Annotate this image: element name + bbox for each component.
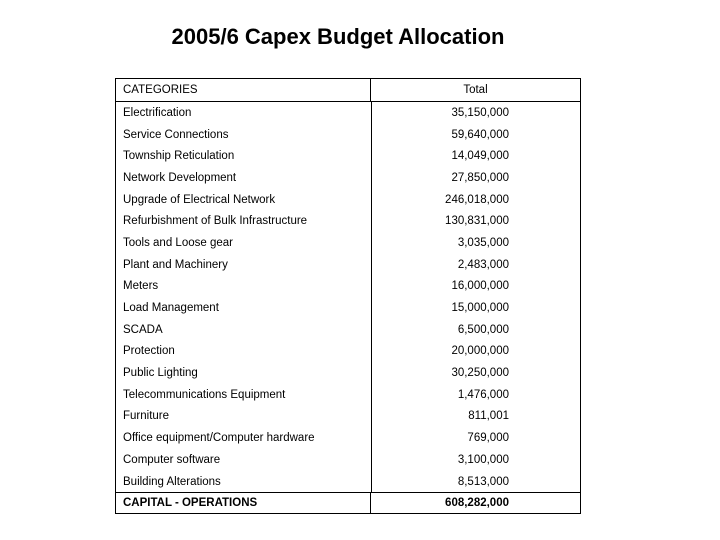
category-cell: Telecommunications Equipment [123,388,286,401]
table-row [116,210,580,232]
table-row [116,341,580,363]
table-row [116,362,580,384]
total-cell: 130,831,000 [445,215,509,228]
category-cell: Computer software [123,453,221,466]
table-row [116,189,580,211]
category-cell: Office equipment/Computer hardware [123,432,315,445]
category-cell: Network Development [123,171,237,184]
total-label: CAPITAL - OPERATIONS [116,493,371,513]
table-row [116,319,580,341]
total-cell: 3,100,000 [457,453,509,466]
category-cell: Meters [123,280,159,293]
total-cell: 811,001 [468,410,509,423]
total-cell: 27,850,000 [451,171,509,184]
table-row [116,276,580,298]
table-body [116,102,580,492]
category-cell: Protection [123,345,175,358]
category-cell: Township Reticulation [123,150,235,163]
table-row [116,232,580,254]
category-cell: Service Connections [123,128,229,141]
category-cell: Building Alterations [123,475,221,488]
total-cell: 59,640,000 [451,128,509,141]
page-title: 2005/6 Capex Budget Allocation [171,24,505,49]
category-cell: Plant and Machinery [123,258,228,271]
total-cell: 8,513,000 [457,475,509,488]
total-cell: 769,000 [467,432,509,445]
table-row [116,406,580,428]
category-cell: Refurbishment of Bulk Infrastructure [123,215,308,228]
total-cell: 2,483,000 [457,258,509,271]
table-header [116,79,580,102]
total-cell: 16,000,000 [451,280,509,293]
total-cell: 15,000,000 [451,302,509,315]
total-cell: 246,018,000 [445,193,509,206]
total-cell: 35,150,000 [451,106,509,119]
total-value: 608,282,000 [445,497,509,510]
table-row [116,124,580,146]
category-cell: Upgrade of Electrical Network [123,193,276,206]
total-row [116,492,580,513]
table-row [116,427,580,449]
total-cell: 14,049,000 [451,150,509,163]
table-row [116,471,580,493]
table-row [116,384,580,406]
table-row [116,449,580,471]
category-cell: Tools and Loose gear [123,236,233,249]
category-cell: Electrification [123,106,192,119]
table-row [116,145,580,167]
category-cell: Load Management [123,302,219,315]
total-cell: 3,035,000 [457,236,509,249]
table-row [116,254,580,276]
table-row [116,297,580,319]
category-cell: Public Lighting [123,367,198,380]
header-categories: CATEGORIES [116,79,371,101]
header-total: Total [463,84,488,96]
total-cell: 6,500,000 [457,323,509,336]
table-row [116,167,580,189]
category-cell: SCADA [123,323,163,336]
category-cell: Furniture [123,410,170,423]
total-cell: 20,000,000 [451,345,509,358]
table-row [116,102,580,124]
budget-table [115,78,581,514]
total-cell: 1,476,000 [457,388,509,401]
total-cell: 30,250,000 [451,367,509,380]
